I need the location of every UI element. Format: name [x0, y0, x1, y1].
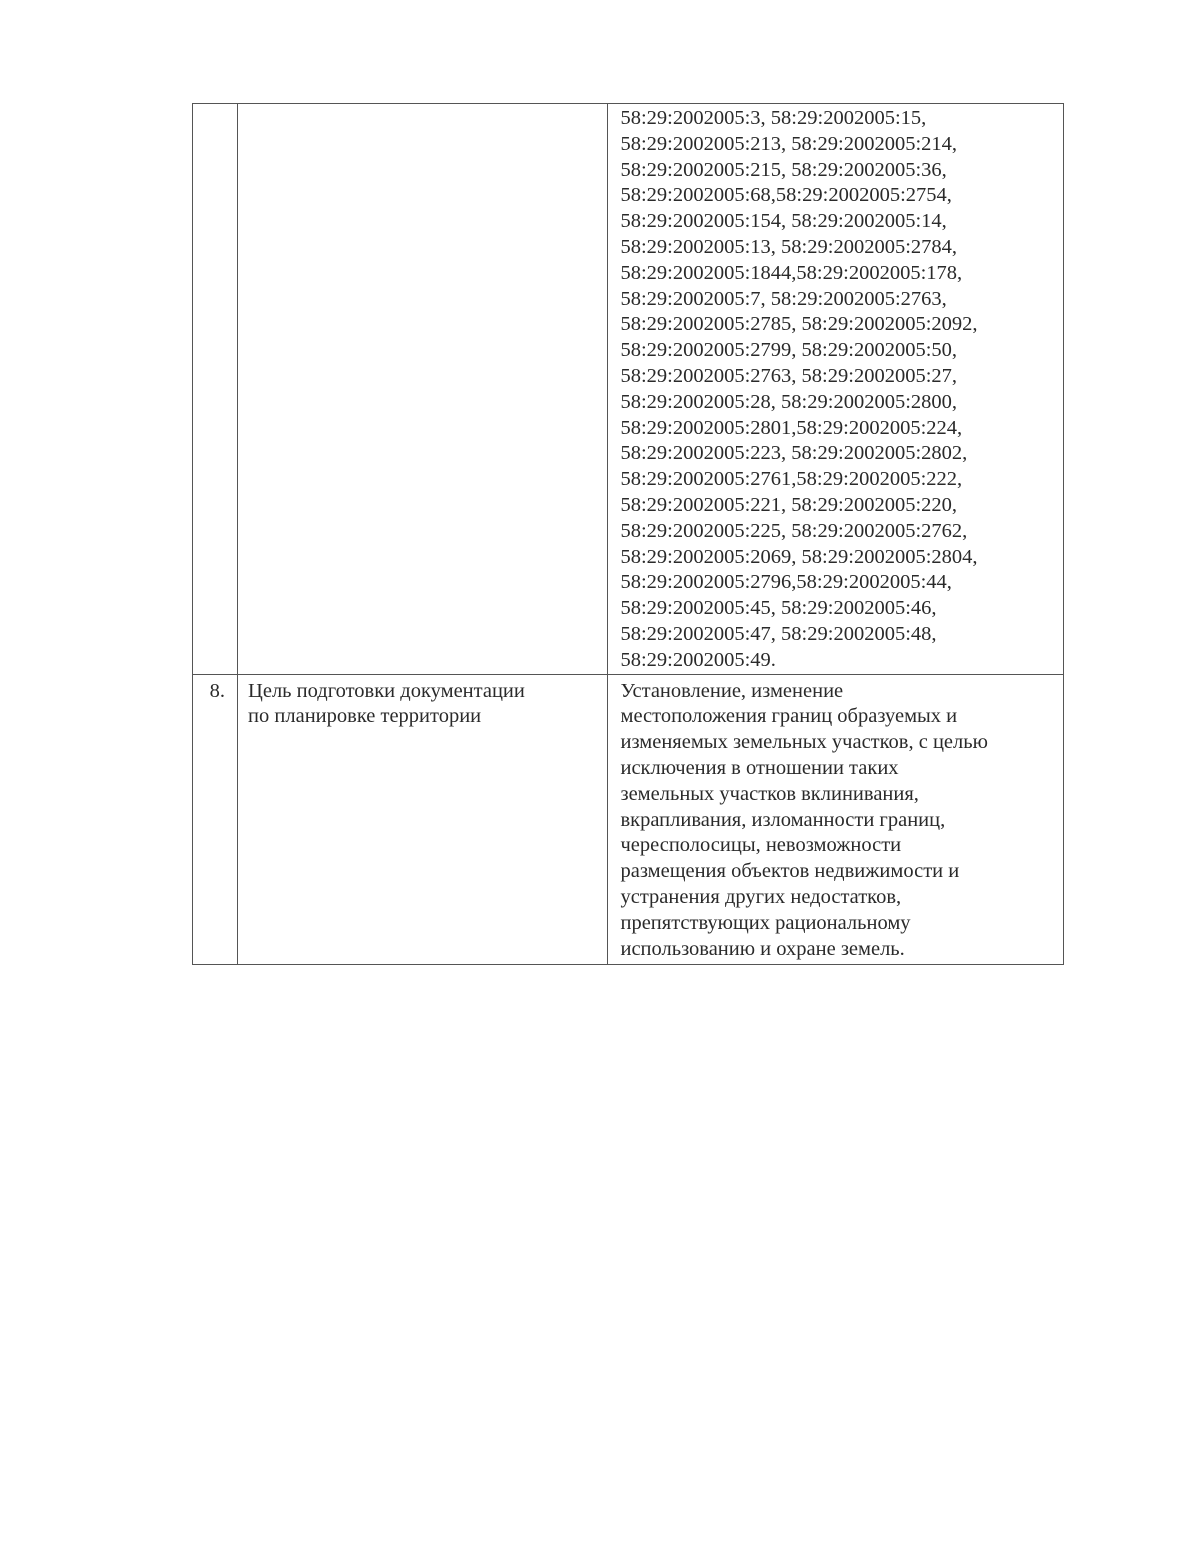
- row-value-cell: [608, 104, 1064, 675]
- label-line: Цель подготовки документации: [248, 679, 525, 702]
- description-line: земельных участков вклинивания,: [620, 782, 919, 805]
- cadastral-numbers-list: [608, 104, 1063, 674]
- description-line: изменяемых земельных участков, с целью: [620, 731, 988, 754]
- cadastral-line: 58:29:2002005:223, 58:29:2002005:2802,: [620, 442, 968, 465]
- cadastral-line: 58:29:2002005:3, 58:29:2002005:15,: [620, 107, 927, 129]
- cadastral-line: 58:29:2002005:2796,58:29:2002005:44,: [620, 571, 952, 594]
- table-row: [193, 674, 1064, 965]
- row-number-cell: [193, 104, 238, 675]
- cadastral-line: 58:29:2002005:154, 58:29:2002005:14,: [620, 210, 947, 233]
- cadastral-line: 58:29:2002005:68,58:29:2002005:2754,: [620, 184, 952, 207]
- cadastral-line: 58:29:2002005:49.: [620, 648, 776, 671]
- cadastral-line: 58:29:2002005:7, 58:29:2002005:2763,: [620, 287, 947, 310]
- cadastral-line: 58:29:2002005:2761,58:29:2002005:222,: [620, 468, 963, 491]
- table-row: [193, 104, 1064, 675]
- row-value-cell: [608, 674, 1064, 965]
- goal-description: [608, 675, 1063, 965]
- row-label: [238, 104, 607, 110]
- cadastral-line: 58:29:2002005:213, 58:29:2002005:214,: [620, 132, 958, 155]
- cadastral-line: 58:29:2002005:2785, 58:29:2002005:2092,: [620, 313, 978, 336]
- description-line: препятствующих рациональному: [620, 911, 911, 934]
- description-line: местоположения границ образуемых и: [620, 705, 958, 728]
- description-line: вкрапливания, изломанности границ,: [620, 808, 946, 831]
- cadastral-line: 58:29:2002005:47, 58:29:2002005:48,: [620, 622, 937, 645]
- row-label-cell: [238, 674, 608, 965]
- cadastral-line: 58:29:2002005:2801,58:29:2002005:224,: [620, 416, 963, 439]
- document-table: [192, 103, 1064, 965]
- row-number: [193, 104, 237, 110]
- cadastral-line: 58:29:2002005:1844,58:29:2002005:178,: [620, 261, 963, 284]
- cadastral-line: 58:29:2002005:13, 58:29:2002005:2784,: [620, 235, 958, 258]
- row-number-cell: [193, 674, 238, 965]
- cadastral-line: 58:29:2002005:225, 58:29:2002005:2762,: [620, 519, 968, 542]
- row-label-cell: [238, 104, 608, 675]
- cadastral-line: 58:29:2002005:2799, 58:29:2002005:50,: [620, 339, 958, 362]
- description-line: чересполосицы, невозможности: [620, 834, 902, 857]
- row-number: 8.: [209, 679, 226, 702]
- description-line: устранения других недостатков,: [620, 885, 902, 908]
- cadastral-line: 58:29:2002005:28, 58:29:2002005:2800,: [620, 390, 958, 413]
- cadastral-line: 58:29:2002005:215, 58:29:2002005:36,: [620, 158, 947, 181]
- row-label: [238, 675, 607, 733]
- description-line: использованию и охране земель.: [620, 937, 905, 960]
- label-line: по планировке территории: [248, 705, 482, 728]
- description-line: Установление, изменение: [620, 679, 844, 702]
- description-line: исключения в отношении таких: [620, 756, 899, 779]
- cadastral-line: 58:29:2002005:2069, 58:29:2002005:2804,: [620, 545, 978, 568]
- cadastral-line: 58:29:2002005:221, 58:29:2002005:220,: [620, 493, 958, 516]
- description-line: размещения объектов недвижимости и: [620, 860, 960, 883]
- cadastral-line: 58:29:2002005:45, 58:29:2002005:46,: [620, 597, 937, 620]
- cadastral-line: 58:29:2002005:2763, 58:29:2002005:27,: [620, 364, 958, 387]
